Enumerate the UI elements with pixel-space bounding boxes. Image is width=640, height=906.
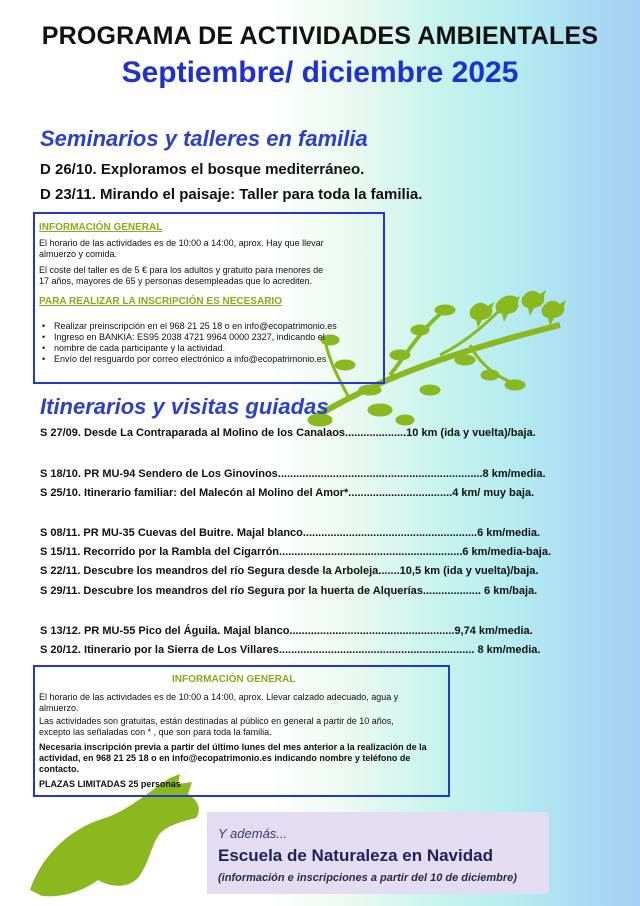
itinerario-item: S 18/10. PR MU-94 Sendero de Los Ginovinos...................................................................8 km/media. xyxy=(40,468,546,480)
seminario-item: D 23/11. Mirando el paisaje: Taller para toda la familia. xyxy=(40,186,423,203)
page-subtitle: Septiembre/ diciembre 2025 xyxy=(121,56,519,89)
list-item: • Envío del resguardo por correo electrónico a info@ecopatrimonio.es xyxy=(40,354,337,365)
itinerario-item: S 22/11. Descubre los meandros del río Segura desde la Arboleja.......10,5 km (ida y vuelta)/baja. xyxy=(40,565,539,577)
itinerario-item: S 20/12. Itinerario por la Sierra de Los Villares................................................................ 8 km/media. xyxy=(40,644,541,656)
info-text: almuerzo. xyxy=(39,703,79,713)
info-text: almuerzo y comida. xyxy=(39,249,118,259)
itinerario-item: S 13/12. PR MU-55 Pico del Águila. Majal blanco......................................................9,74 km/media. xyxy=(40,625,533,637)
info-text: excepto las señaladas con * , que son para toda la familia. xyxy=(39,727,272,737)
itinerario-item: S 27/09. Desde La Contraparada al Molino de los Canalaos....................10 km (ida y vuelta)/baja. xyxy=(40,427,536,439)
list-item: • Realizar preinscripción en el 968 21 25 18 o en info@ecopatrimonio.es xyxy=(40,321,337,332)
info-text: Las actividades son gratuitas, están destinadas al público en general a partir de 10 años, xyxy=(39,716,394,726)
info-text: El horario de las actividades es de 10:00 a 14:00, aprox. Llevar calzado adecuado, agua y xyxy=(39,692,399,702)
info-text: 17 años, mayores de 65 y personas desempleadas que lo acrediten. xyxy=(39,276,313,286)
list-item-cont-text: nombre de cada participante y la actividad. xyxy=(54,343,226,353)
info-text: El horario de las actividades es de 10:00 a 14:00, aprox. Hay que llevar xyxy=(39,238,324,248)
navidad-intro: Y además... xyxy=(218,826,288,841)
navidad-title: Escuela de Naturaleza en Navidad xyxy=(218,846,493,865)
info-general-heading: INFORMACIÓN GENERAL xyxy=(172,674,296,685)
seminarios-heading: Seminarios y talleres en familia xyxy=(40,126,368,151)
itinerario-item: S 29/11. Descubre los meandros del río Segura por la huerta de Alquerías................... 6 km/baja. xyxy=(40,585,538,597)
info-general-heading: INFORMACIÓN GENERAL xyxy=(39,222,163,233)
page-title: PROGRAMA DE ACTIVIDADES AMBIENTALES xyxy=(41,22,599,50)
list-item-continuation xyxy=(40,343,337,354)
itinerario-item: S 15/11. Recorrido por la Rambla del Cigarrón............................................................6 km/media-baja. xyxy=(40,546,552,558)
info-text: actividad, en 968 21 25 18 o en info@ecopatrimonio.es indicando nombre y teléfono de xyxy=(39,753,411,763)
itinerario-item: S 08/11. PR MU-35 Cuevas del Buitre. Majal blanco.........................................................6 km/media. xyxy=(40,527,541,539)
info-text: Necesaria inscripción previa a partir del último lunes del mes anterior a la realización de la xyxy=(39,742,427,752)
info-text: El coste del taller es de 5 € para los adultos y gratuito para menores de xyxy=(39,265,324,275)
itinerarios-heading: Itinerarios y visitas guiadas xyxy=(40,394,329,419)
list-item: • Ingreso en BANKIA: ES95 2038 4721 9964 0000 2327, indicando el xyxy=(40,332,337,343)
itinerario-item: S 25/10. Itinerario familiar: del Malecón al Molino del Amor*..................................4 km/ muy baja. xyxy=(40,487,535,499)
info-text: contacto. xyxy=(39,764,80,774)
seminario-item: D 26/10. Exploramos el bosque mediterráneo. xyxy=(40,161,365,178)
inscripcion-heading: PARA REALIZAR LA INSCRIPCIÓN ES NECESARIO xyxy=(39,296,282,307)
plazas-text: PLAZAS LIMITADAS 25 personas xyxy=(39,779,181,789)
navidad-note: (información e inscripciones a partir del 10 de diciembre) xyxy=(218,872,517,884)
inscripcion-list xyxy=(40,321,337,365)
